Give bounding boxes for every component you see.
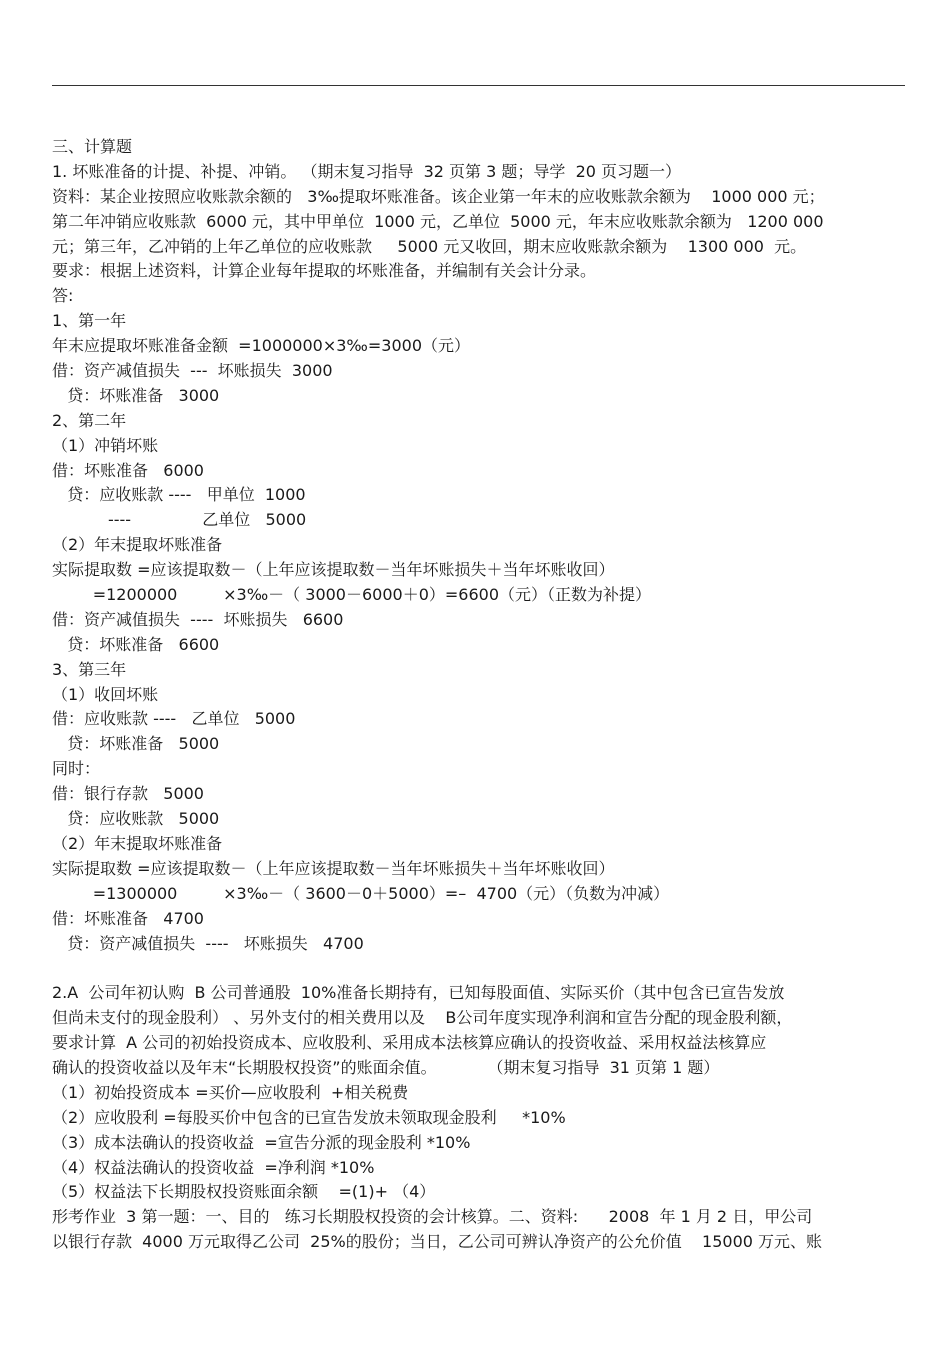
assignment-text: 形考作业 3 第一题：一、目的 练习长期股权投资的会计核算。二、资料: 2008 年 1 月 2 日，甲公司 bbox=[52, 1207, 813, 1227]
journal-entry-line: 贷：坏账准备 6600 bbox=[52, 634, 220, 654]
question-1-title: 1. 坏账准备的计提、补提、冲销。 （期末复习指导 32 页第 3 题；导学 20 页习题一） bbox=[52, 161, 682, 181]
sub-heading: （2）年末提取坏账准备 bbox=[52, 535, 223, 555]
question-2-text: 确认的投资收益以及年末“长期股权投资”的账面余值。 （期末复习指导 31 页第 1 题） bbox=[52, 1057, 720, 1077]
formula-line: 实际提取数 =应该提取数－（上年应该提取数－当年坏账损失＋当年坏账收回） bbox=[52, 858, 615, 878]
formula-item: （4）权益法确认的投资收益 =净利润 *10% bbox=[52, 1157, 375, 1177]
journal-entry-line: 借：应收账款 ---- 乙单位 5000 bbox=[52, 709, 296, 729]
question-2-text: 但尚未支付的现金股利） 、另外支付的相关费用以及 B公司年度实现净利润和宣告分配的现金股利额， bbox=[52, 1008, 793, 1028]
journal-entry-line: ---- 乙单位 5000 bbox=[52, 510, 307, 530]
question-2-text: 要求计算 A 公司的初始投资成本、应收股利、采用成本法核算应确认的投资收益、采用权益法核算应 bbox=[52, 1033, 767, 1053]
header-rule bbox=[52, 85, 905, 86]
formula-line: =1200000 ×3‰－（ 3000－6000＋0）=6600（元）（正数为补提） bbox=[52, 585, 652, 605]
formula-item: （3）成本法确认的投资收益 =宣告分派的现金股利 *10% bbox=[52, 1132, 471, 1152]
formula-item: （1）初始投资成本 =买价—应收股利 +相关税费 bbox=[52, 1082, 409, 1102]
journal-entry-line: 借：资产减值损失 --- 坏账损失 3000 bbox=[52, 361, 333, 381]
question-1-material: 元；第三年，乙冲销的上年乙单位的应收账款 5000 元又收回，期末应收账款余额为 1300 000 元。 bbox=[52, 236, 807, 256]
journal-entry-line: 贷：应收账款 ---- 甲单位 1000 bbox=[52, 485, 306, 505]
journal-entry-line: 借：资产减值损失 ---- 坏账损失 6600 bbox=[52, 609, 344, 629]
assignment-text: 以银行存款 4000 万元取得乙公司 25%的股份；当日，乙公司可辨认净资产的公允价值 15000 万元、账 bbox=[52, 1232, 823, 1252]
journal-entry-line: 借：银行存款 5000 bbox=[52, 784, 204, 804]
journal-entry-line: 贷：应收账款 5000 bbox=[52, 809, 220, 829]
sub-heading: （1）收回坏账 bbox=[52, 684, 159, 704]
year-3-heading: 3、第三年 bbox=[52, 659, 127, 679]
formula-line: 实际提取数 =应该提取数－（上年应该提取数－当年坏账损失＋当年坏账收回） bbox=[52, 560, 615, 580]
formula-line: =1300000 ×3‰－（ 3600－0＋5000）=– 4700（元）（负数为冲减） bbox=[52, 883, 670, 903]
journal-entry-line: 贷：资产减值损失 ---- 坏账损失 4700 bbox=[52, 933, 364, 953]
question-1-material: 资料：某企业按照应收账款余额的 3‰提取坏账准备。该企业第一年末的应收账款余额为 1000 000 元； bbox=[52, 186, 825, 206]
text-line: 同时： bbox=[52, 759, 101, 779]
document-body bbox=[52, 135, 908, 1255]
formula-item: （5）权益法下长期股权投资账面余额 =(1)+ （4） bbox=[52, 1182, 436, 1202]
sub-heading: （1）冲销坏账 bbox=[52, 435, 159, 455]
question-1-requirement: 要求：根据上述资料，计算企业每年提取的坏账准备，并编制有关会计分录。 bbox=[52, 261, 597, 281]
formula-item: （2）应收股利 =每股买价中包含的已宣告发放未领取现金股利 *10% bbox=[52, 1107, 566, 1127]
journal-entry-line: 借：坏账准备 6000 bbox=[52, 460, 204, 480]
section-heading: 三、计算题 bbox=[52, 137, 133, 156]
year-2-heading: 2、第二年 bbox=[52, 410, 127, 430]
journal-entry-line: 贷：坏账准备 3000 bbox=[52, 385, 220, 405]
year-1-heading: 1、第一年 bbox=[52, 311, 127, 331]
answer-label: 答: bbox=[52, 286, 74, 306]
journal-entry-line: 借：坏账准备 4700 bbox=[52, 908, 204, 928]
text-line: 年末应提取坏账准备金额 =1000000×3‰=3000（元） bbox=[52, 336, 471, 356]
question-1-material: 第二年冲销应收账款 6000 元，其中甲单位 1000 元，乙单位 5000 元，年末应收账款余额为 1200 000 bbox=[52, 211, 824, 231]
blank-line bbox=[52, 956, 908, 981]
journal-entry-line: 贷：坏账准备 5000 bbox=[52, 734, 220, 754]
question-2-text: 2.A 公司年初认购 B 公司普通股 10%准备长期持有，已知每股面值、实际买价（其中包含已宣告发放 bbox=[52, 983, 785, 1003]
sub-heading: （2）年末提取坏账准备 bbox=[52, 833, 223, 853]
